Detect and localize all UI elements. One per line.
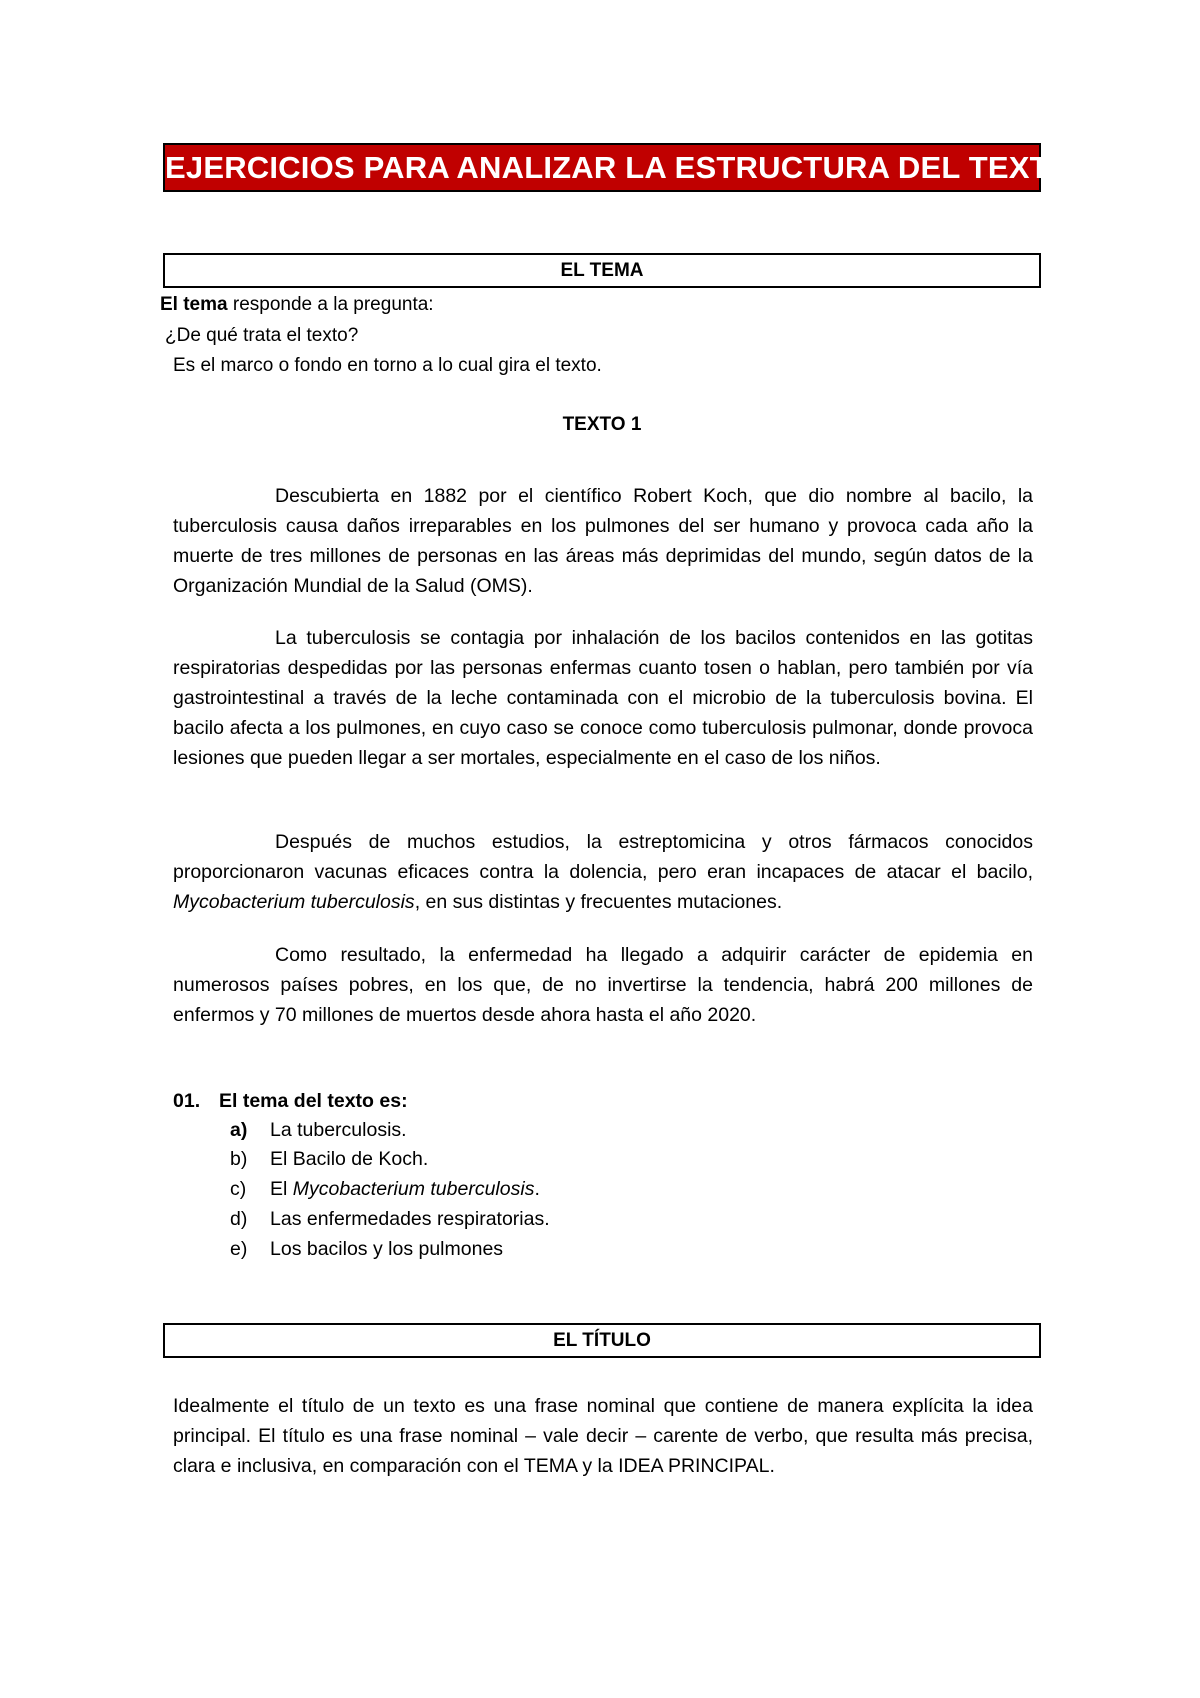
texto1-paragraph-1: Descubierta en 1882 por el científico Robert Koch, que dio nombre al bacilo, la tuberculosis causa daños irreparables en los pulmones del ser humano y provoca cada año la muerte de tres millones de personas en las áreas más deprimidas del mundo, según datos de la Organización Mundial de la Salud (OMS). (173, 485, 1033, 597)
option-text: Los bacilos y los pulmones (270, 1238, 504, 1260)
option-letter: a) (230, 1119, 248, 1141)
option-letter: e) (230, 1238, 248, 1260)
option-d[interactable] (230, 1204, 550, 1234)
tema-question-line: ¿De qué trata el texto? (165, 325, 359, 346)
option-c[interactable] (230, 1174, 540, 1204)
option-a[interactable] (230, 1115, 407, 1145)
titulo-paragraph: Idealmente el título de un texto es una frase nominal que contiene de manera explícita la idea principal. El título es una frase nominal – vale decir – carente de verbo, que resulta más precisa, clara e inclusiva, en comparación con el TEMA y la IDEA PRINCIPAL. (173, 1395, 1033, 1477)
texto1-paragraph-3-b: , en sus distintas y frecuentes mutaciones. (414, 891, 783, 913)
option-text: Las enfermedades respiratorias. (270, 1208, 550, 1230)
question-01 (173, 1086, 408, 1116)
tema-definition-bold: El tema (160, 294, 228, 315)
texto1-paragraph-3 (173, 827, 1033, 917)
tema-definition-line (160, 290, 434, 320)
question-number: 01. (173, 1090, 201, 1112)
option-letter: b) (230, 1148, 248, 1170)
banner-title: EJERCICIOS PARA ANALIZAR LA ESTRUCTURA DEL TEXTO (163, 143, 1041, 192)
section-heading-titulo: EL TÍTULO (163, 1323, 1041, 1358)
option-e[interactable] (230, 1234, 503, 1264)
tema-description-line: Es el marco o fondo en torno a lo cual gira el texto. (173, 355, 602, 376)
option-letter: d) (230, 1208, 248, 1230)
texto1-paragraph-2: La tuberculosis se contagia por inhalación de los bacilos contenidos en las gotitas respiratorias despedidas por las personas enfermas cuanto tosen o hablan, pero también por vía gastrointestinal a través de la leche contaminada con el microbio de la tuberculosis bovina. El bacilo afecta a los pulmones, en cuyo caso se conoce como tuberculosis pulmonar, donde provoca lesiones que pueden llegar a ser mortales, especialmente en el caso de los niños. (173, 627, 1033, 769)
section-heading-tema: EL TEMA (163, 253, 1041, 288)
option-letter: c) (230, 1178, 247, 1200)
texto1-heading: TEXTO 1 (562, 414, 642, 435)
texto1-paragraph-3-italic: Mycobacterium tuberculosis (173, 891, 415, 913)
tema-definition-rest: responde a la pregunta: (227, 294, 434, 315)
option-b[interactable] (230, 1144, 428, 1174)
option-text: El Bacilo de Koch. (270, 1148, 429, 1170)
option-text-italic: Mycobacterium tuberculosis (292, 1178, 535, 1200)
texto1-paragraph-4: Como resultado, la enfermedad ha llegado a adquirir carácter de epidemia en numerosos países pobres, en los que, de no invertirse la tendencia, habrá 200 millones de enfermos y 70 millones de muertos desde ahora hasta el año 2020. (173, 944, 1033, 1026)
option-text-post: . (534, 1178, 540, 1200)
texto1-paragraph-3-a: Después de muchos estudios, la estreptomicina y otros fármacos conocidos proporcionaron vacunas eficaces contra la dolencia, pero eran incapaces de atacar el bacilo, (173, 831, 1033, 883)
option-text: La tuberculosis. (270, 1119, 407, 1141)
option-text-pre: El (270, 1178, 293, 1200)
question-text: El tema del texto es: (219, 1090, 408, 1112)
